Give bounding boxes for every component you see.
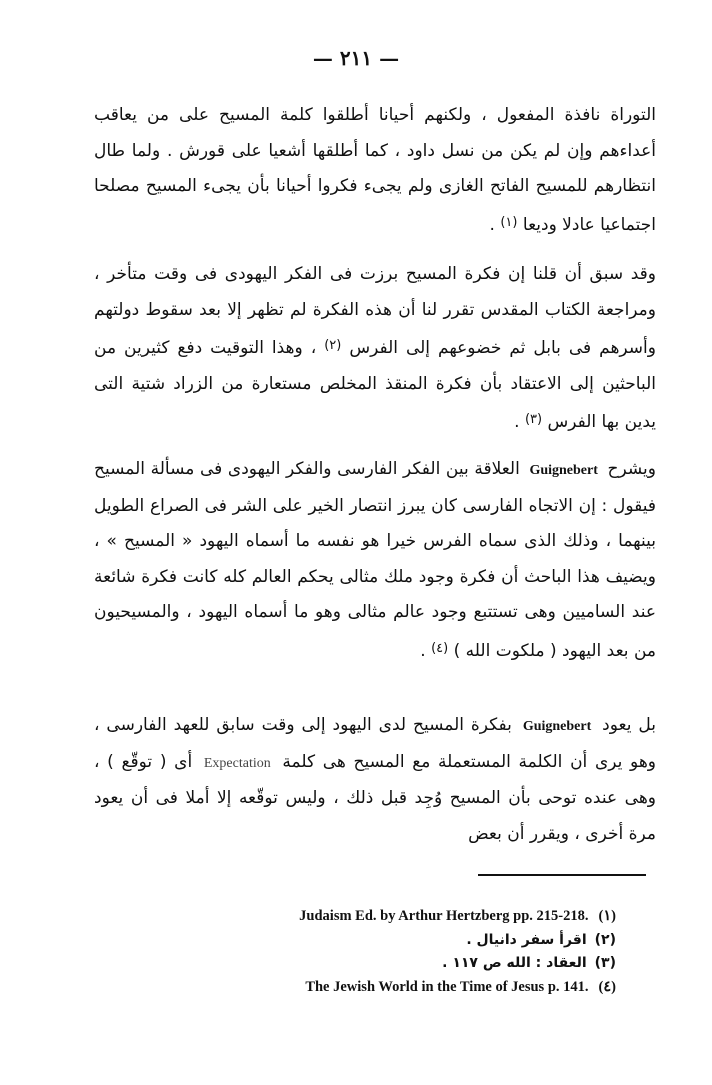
footnote-1 [170, 905, 616, 929]
paragraph-segment: العلاقة بين الفكر الفارسى والفكر اليهودى فى مسألة المسيح فيقول : إن الاتجاه الفارسى كان يبرز انتصار الخير على الشر فى الصراع الطويل بينهما ، وذلك الذى سماه الفرس خيرا هو نفسه ما أسماه اليهود « المسيح » ، ويضيف هذا الباحث أن فكرة وجود ملك مثالى يحكم العالم كله كانت فكرة شائعة عند الساميين وهى تستتبع وجود عالم مثالى وهو ما أسماه اليهود ، والمسيحيون من بعد اليهود ( ملكوت الله ) [94, 459, 656, 661]
paragraph-3 [94, 452, 656, 669]
latin-name: Guignebert [529, 463, 598, 478]
paragraph-segment: بل يعود [595, 715, 656, 735]
footnote-text: العقاد : الله ص ١١٧ . [442, 955, 587, 971]
footnote-reference: (٣) [524, 412, 543, 427]
paragraph-segment: . [489, 214, 501, 235]
paragraph-segment: أى ( توقّع ) ، وهى عنده توحى بأن المسيح وُجِد قبل ذلك ، وليس توقّعه إلا أملا فى أن يعود مرة أخرى ، ويقرر أن بعض [94, 751, 656, 844]
latin-term: Expectation [203, 755, 271, 771]
footnote-number: (٣) [594, 955, 616, 971]
paragraph-text [94, 257, 656, 441]
footnote-number: (٤) [598, 978, 616, 995]
paragraph-segment: ويشرح [601, 459, 656, 479]
footnote-text: اقرأ سفر دانيال . [466, 931, 587, 948]
footnote-number: (٢) [594, 931, 616, 948]
page-number: — ٢١١ — [312, 46, 400, 70]
footnotes [170, 905, 616, 999]
footnote-divider [478, 874, 646, 876]
paragraph-segment: بفكرة المسيح لدى اليهود إلى وقت سابق للعهد الفارسى ، وهو يرى أن الكلمة المستعملة مع المسيح هى كلمة [94, 715, 657, 772]
paragraph-1 [94, 98, 656, 243]
footnote-number: (١) [598, 908, 616, 924]
paragraph-segment: ، وهذا التوقيت دفع كثيرين من الباحثين إلى الاعتقاد بأن فكرة المنقذ المخلص مستعارة من الزراد شتية التى يدين بها الفرس [94, 338, 656, 432]
paragraph-text [94, 708, 656, 852]
paragraph-segment: . [420, 640, 432, 661]
footnote-reference: (٤) [431, 640, 449, 656]
footnote-text: Judaism Ed. by Arthur Hertzberg pp. 215-218. [299, 908, 589, 924]
paragraph-segment: وقد سبق أن قلنا إن فكرة المسيح برزت فى الفكر اليهودى فى وقت متأخر ، ومراجعة الكتاب المقدس تقرر لنا أن هذه الفكرة لم تظهر إلا بعد سقوط دولتهم وأسرهم فى بابل ثم خضوعهم إلى الفرس [94, 264, 656, 358]
footnote-2 [170, 929, 616, 953]
paragraph-segment: التوراة نافذة المفعول ، ولكنهم أحيانا أطلقوا كلمة المسيح على من يعاقب أعداءهم وإن لم يكن من نسل داود ، كما أطلقها أشعيا على قورش . ولما طال انتظارهم للمسيح الفاتح الغازى ولم يجىء فكروا أحيانا بأن يجىء المسيح مصلحا اجتماعيا عادلا وديعا [94, 105, 656, 235]
paragraph-2 [94, 257, 656, 441]
footnote-4 [170, 976, 616, 1000]
paragraph-4 [94, 708, 656, 852]
paragraph-segment: . [514, 412, 525, 432]
footnote-3 [170, 952, 616, 976]
paragraph-text [94, 452, 656, 669]
footnote-text: The Jewish World in the Time of Jesus p. 141. [305, 978, 589, 995]
paragraph-text [94, 98, 656, 243]
footnote-reference: (٢) [324, 338, 342, 353]
latin-name: Guignebert [522, 719, 592, 734]
footnote-reference: (١) [500, 214, 518, 230]
